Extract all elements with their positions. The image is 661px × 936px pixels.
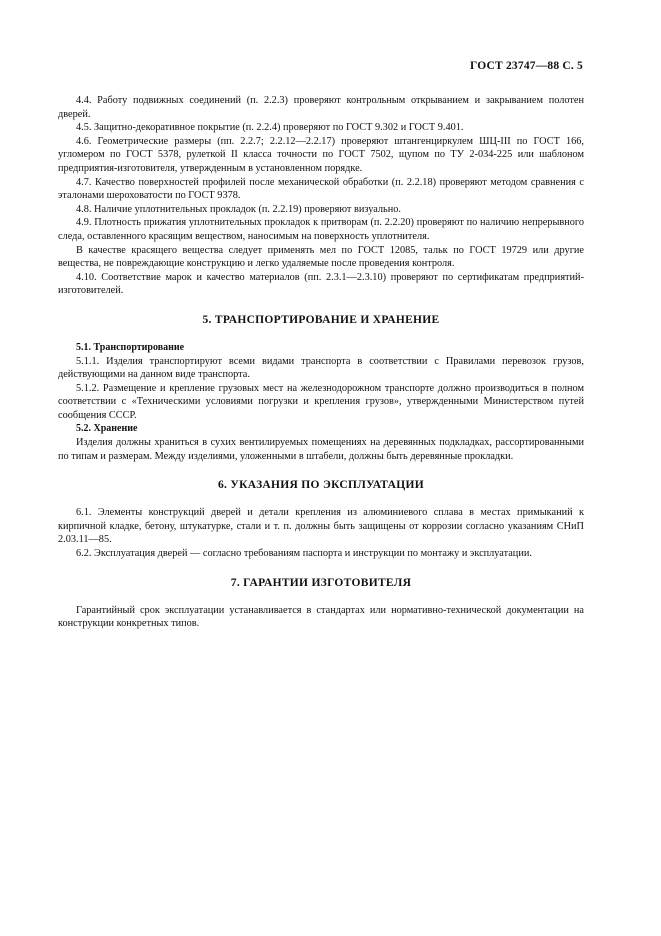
paragraph-5-2: Изделия должны храниться в сухих вентилируемых помещениях на деревянных подкладках, рассортированными по типам и размерам. Между изделиями, уложенными в штабели, должны быть деревянные прокладки. — [58, 437, 584, 462]
subsection-5-2-title: 5.2. Хранение — [76, 423, 138, 435]
paragraph-4-9-note: В качестве красящего вещества следует применять мел по ГОСТ 12085, тальк по ГОСТ 19729 или другие вещества, не повреждающие конструкцию и легко удаляемые после проведения контроля. — [58, 244, 584, 270]
section-6 — [58, 506, 584, 560]
subsection-5-1-title: 5.1. Транспортирование — [76, 341, 185, 353]
paragraph-6-1: 6.1. Элементы конструкций дверей и детали крепления из алюминиевого сплава в местах примыканий к кирпичной кладке, бетону, штукатурке, стали и т. п. должны быть защищены от коррозии согласно указаниям СНиП 2.03.11—85. — [58, 507, 584, 546]
section-7 — [58, 604, 584, 631]
paragraph-4-9: 4.9. Плотность прижатия уплотнительных прокладок к притворам (п. 2.2.20) проверяют по наличию непрерывного следа, оставленного красящим веществом, наносимым на поверхность уплотнителя. — [58, 217, 584, 242]
paragraph-4-8: 4.8. Наличие уплотнительных прокладок (п. 2.2.19) проверяют визуально. — [76, 203, 401, 215]
paragraph-4-7: 4.7. Качество поверхностей профилей после механической обработки (п. 2.2.18) проверяют методом сравнения с эталонами шероховатости по ГОСТ 9378. — [58, 176, 584, 202]
paragraph-6-2: 6.2. Эксплуатация дверей — согласно требованиям паспорта и инструкции по монтажу и эксплуатации. — [76, 548, 532, 560]
paragraph-4-5: 4.5. Защитно-декоративное покрытие (п. 2.2.4) проверяют по ГОСТ 9.302 и ГОСТ 9.401. — [76, 122, 464, 134]
section-5-heading: 5. ТРАНСПОРТИРОВАНИЕ И ХРАНЕНИЕ — [202, 313, 440, 326]
paragraph-4-10: 4.10. Соответствие марок и качество материалов (пп. 2.3.1—2.3.10) проверяют по сертификатам предприятий-изготовителей. — [58, 271, 584, 297]
section-7-heading: 7. ГАРАНТИИ ИЗГОТОВИТЕЛЯ — [230, 576, 412, 589]
paragraph-4-6: 4.6. Геометрические размеры (пп. 2.2.7; 2.2.12—2.2.17) проверяют штангенциркулем ШЦ-III по ГОСТ 166, угломером по ГОСТ 5378, рулеткой II класса точности по ГОСТ 7502, щупом по ТУ 2-034-225 или шаблоном предприятия-изготовителя, утвержденным в установленном порядке. — [58, 135, 584, 174]
page-content — [58, 94, 584, 631]
page-header: ГОСТ 23747—88 С. 5 — [470, 60, 583, 72]
paragraph-4-4: 4.4. Работу подвижных соединений (п. 2.2.3) проверяют контрольным открыванием и закрыванием полотен дверей. — [58, 95, 584, 120]
section-6-heading: 6. УКАЗАНИЯ ПО ЭКСПЛУАТАЦИИ — [217, 479, 425, 492]
section-5 — [58, 341, 584, 463]
paragraph-7: Гарантийный срок эксплуатации устанавливается в стандартах или нормативно-технической документации на конструкции конкретных типов. — [58, 604, 584, 630]
paragraph-5-1-1: 5.1.1. Изделия транспортируют всеми видами транспорта в соответствии с Правилами перевозок грузов, действующими на данном виде транспорта. — [58, 355, 584, 381]
paragraph-5-1-2: 5.1.2. Размещение и крепление грузовых мест на железнодорожном транспорте должно производиться в полном соответствии с «Техническими условиями погрузки и крепления грузов», утвержденными Министерством путей сообщения СССР. — [58, 382, 584, 421]
section-4-tail — [58, 94, 584, 298]
